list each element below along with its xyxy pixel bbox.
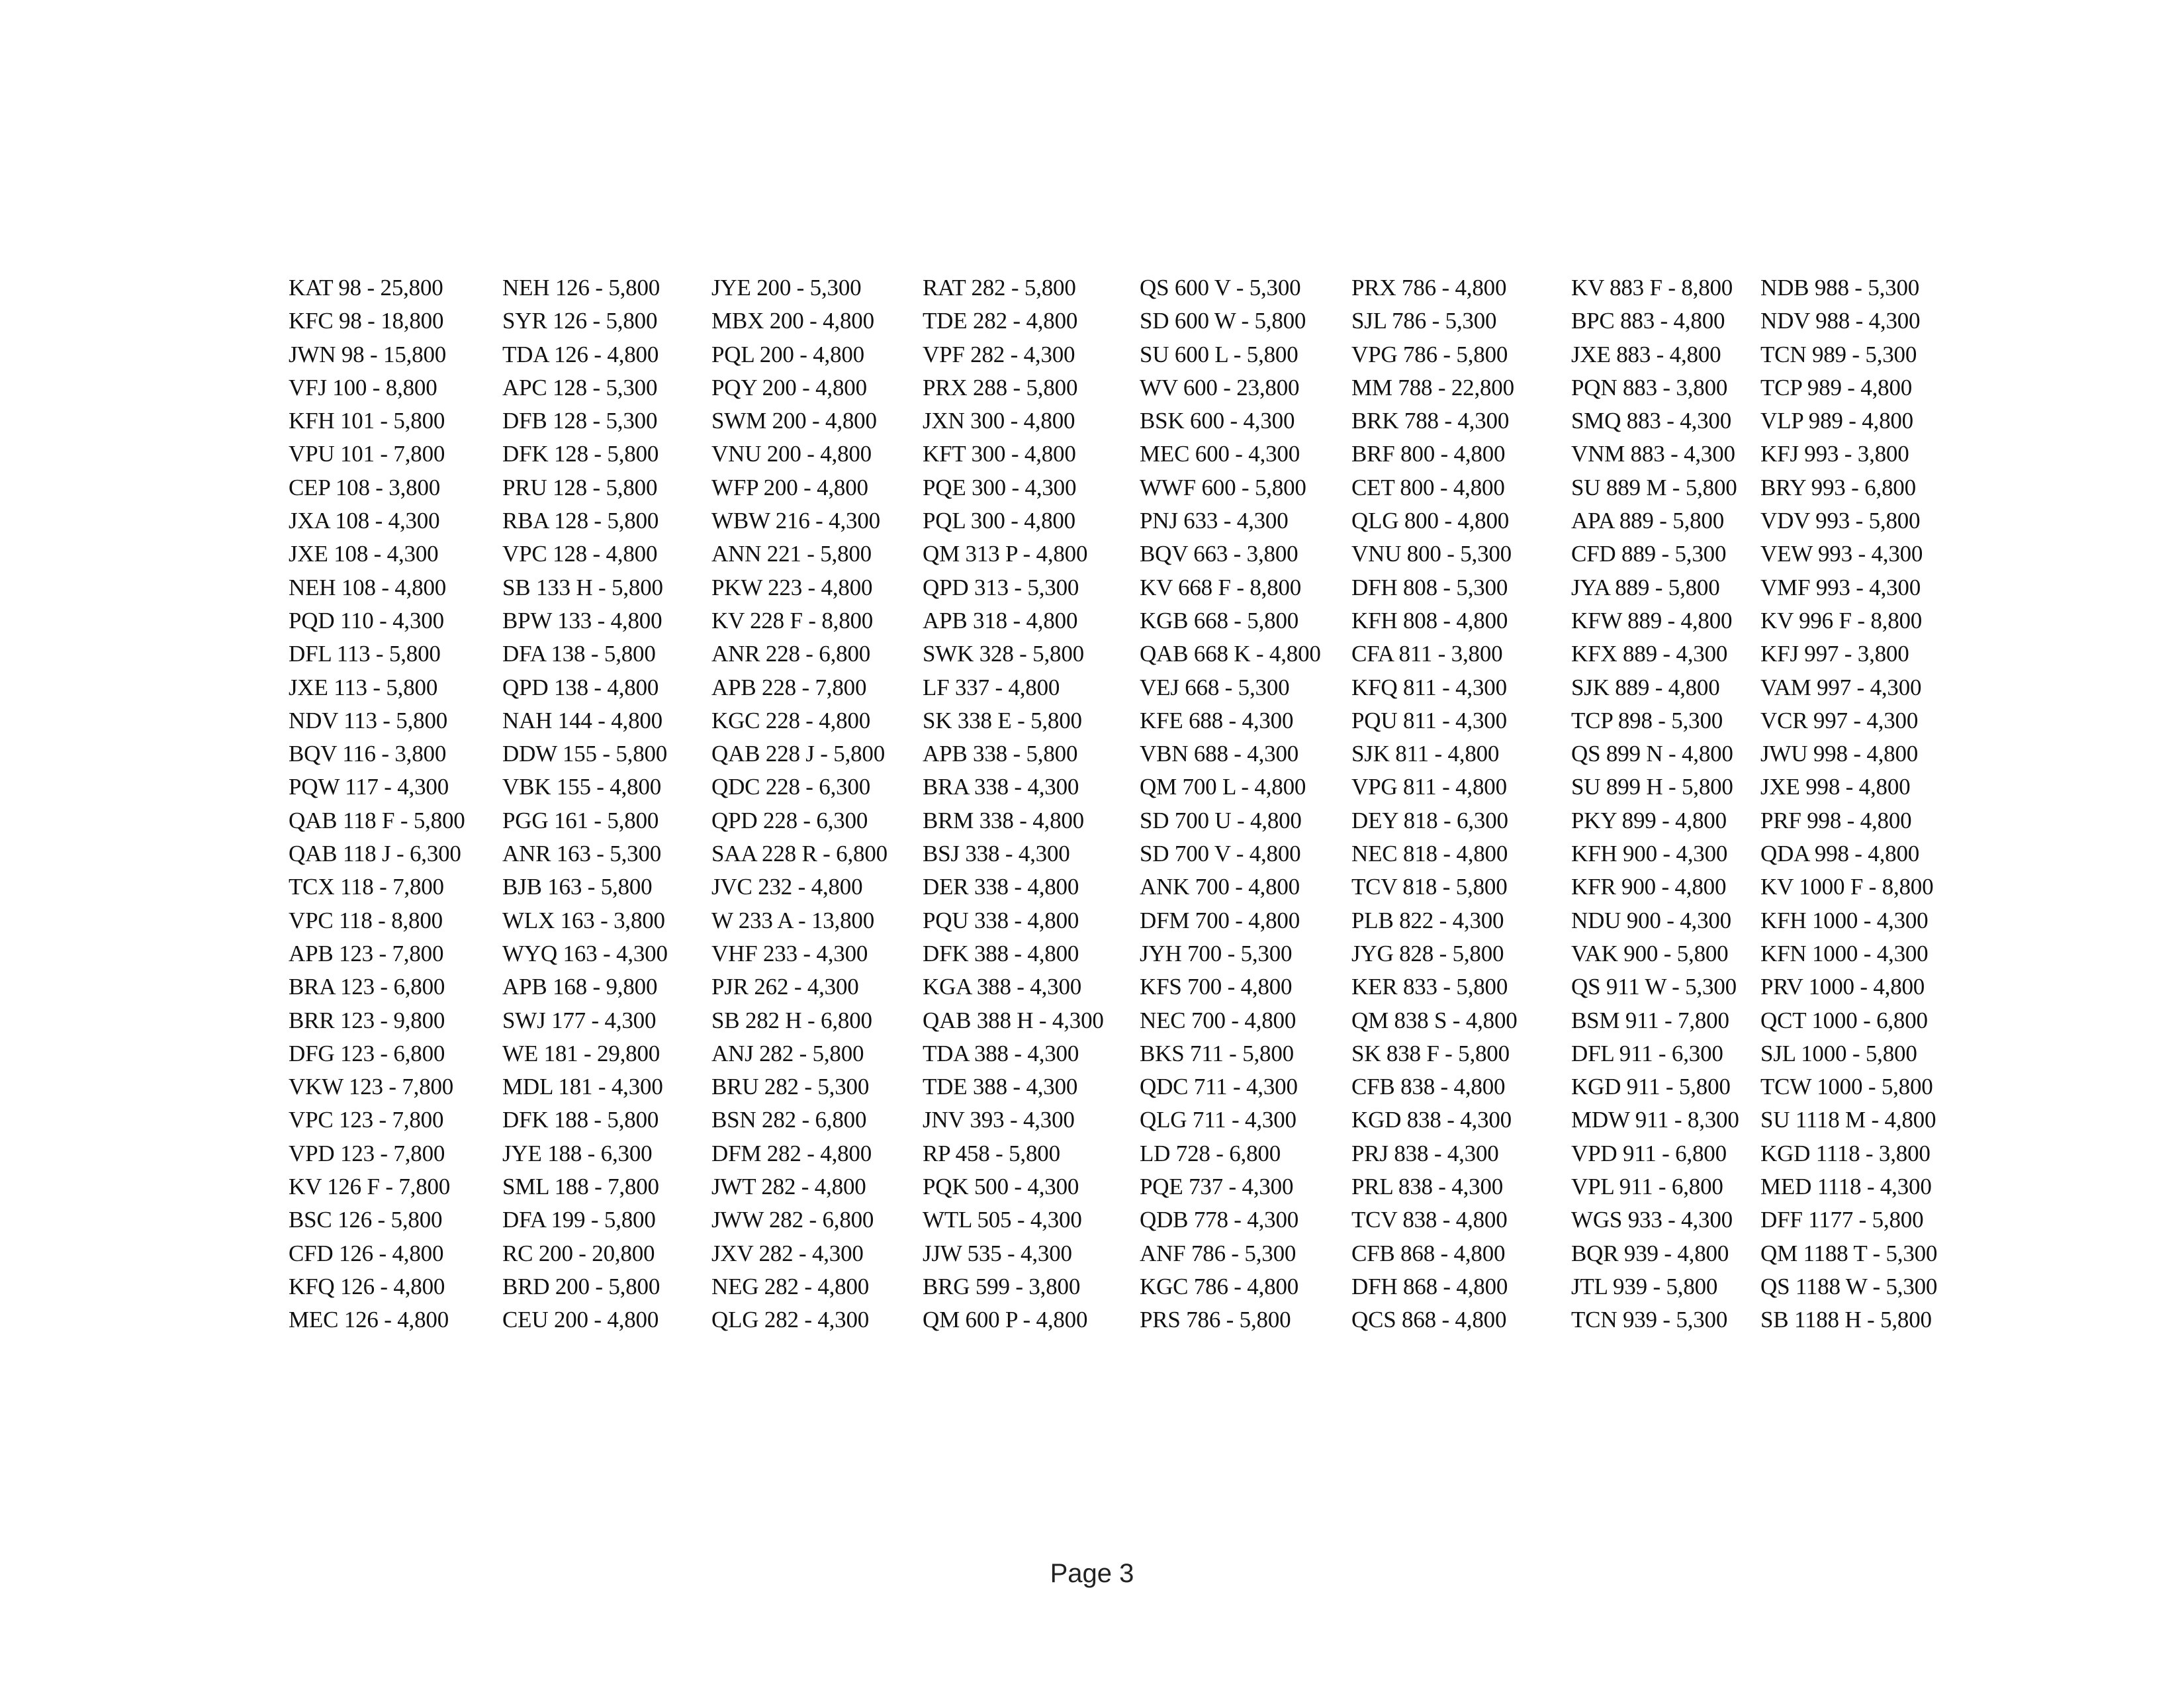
list-item: SJL 1000 - 5,800 — [1760, 1040, 1917, 1066]
list-item: CFD 126 - 4,800 — [289, 1240, 444, 1266]
entry-column-5 — [1140, 271, 1321, 1337]
list-item: KFE 688 - 4,300 — [1140, 707, 1294, 733]
list-item: SB 133 H - 5,800 — [502, 574, 663, 600]
list-item: KFW 889 - 4,800 — [1571, 607, 1733, 633]
list-item: KFH 900 - 4,300 — [1571, 841, 1728, 867]
list-item: APB 168 - 9,800 — [502, 974, 658, 1000]
list-item: QM 838 S - 4,800 — [1351, 1007, 1518, 1033]
list-item: KFQ 811 - 4,300 — [1351, 674, 1507, 700]
list-item: QPD 313 - 5,300 — [923, 574, 1079, 600]
list-item: JNV 393 - 4,300 — [923, 1107, 1075, 1133]
list-item: VPU 101 - 7,800 — [289, 441, 445, 467]
list-item: KGD 838 - 4,300 — [1351, 1107, 1512, 1133]
list-item: JXV 282 - 4,300 — [711, 1240, 864, 1266]
list-item: SK 838 F - 5,800 — [1351, 1040, 1510, 1066]
list-item: KER 833 - 5,800 — [1351, 974, 1508, 1000]
list-item: QAB 118 F - 5,800 — [289, 807, 465, 833]
list-item: BRM 338 - 4,800 — [923, 807, 1084, 833]
list-item: KFH 1000 - 4,300 — [1760, 907, 1929, 933]
list-item: PRS 786 - 5,800 — [1140, 1307, 1291, 1333]
list-item: DEY 818 - 6,300 — [1351, 807, 1508, 833]
list-item: QDB 778 - 4,300 — [1140, 1207, 1299, 1233]
list-item: QPD 138 - 4,800 — [502, 674, 659, 700]
list-item: BRR 123 - 9,800 — [289, 1007, 445, 1033]
list-item: SU 600 L - 5,800 — [1140, 341, 1298, 367]
list-item: DFH 868 - 4,800 — [1351, 1273, 1508, 1299]
list-item: QM 700 L - 4,800 — [1140, 774, 1306, 800]
list-item: NEC 700 - 4,800 — [1140, 1007, 1297, 1033]
list-item: CFD 889 - 5,300 — [1571, 541, 1727, 567]
entry-column-6 — [1351, 271, 1518, 1337]
list-item: JYH 700 - 5,300 — [1140, 940, 1293, 966]
list-item: SB 282 H - 6,800 — [711, 1007, 872, 1033]
list-item: SWK 328 - 5,800 — [923, 641, 1084, 667]
list-item: QAB 118 J - 6,300 — [289, 841, 461, 867]
list-item: VPD 911 - 6,800 — [1571, 1140, 1727, 1166]
list-item: SML 188 - 7,800 — [502, 1174, 659, 1200]
list-item: VAK 900 - 5,800 — [1571, 940, 1729, 966]
list-item: PQW 117 - 4,300 — [289, 774, 449, 800]
list-item: SU 889 M - 5,800 — [1571, 474, 1737, 500]
list-item: SD 700 U - 4,800 — [1140, 807, 1302, 833]
list-item: NDV 113 - 5,800 — [289, 707, 448, 733]
list-item: BJB 163 - 5,800 — [502, 874, 653, 900]
list-item: KV 883 F - 8,800 — [1571, 275, 1733, 301]
list-item: W 233 A - 13,800 — [711, 907, 875, 933]
list-item: DFL 911 - 6,300 — [1571, 1040, 1723, 1066]
list-item: DFH 808 - 5,300 — [1351, 574, 1508, 600]
list-item: VPC 123 - 7,800 — [289, 1107, 444, 1133]
list-item: SAA 228 R - 6,800 — [711, 841, 887, 867]
list-item: NEH 108 - 4,800 — [289, 574, 447, 600]
list-item: KGA 388 - 4,300 — [923, 974, 1082, 1000]
list-item: JYA 889 - 5,800 — [1571, 574, 1720, 600]
list-item: QS 899 N - 4,800 — [1571, 741, 1733, 767]
list-item: PQY 200 - 4,800 — [711, 374, 867, 400]
list-item: VNU 800 - 5,300 — [1351, 541, 1512, 567]
list-item: KV 126 F - 7,800 — [289, 1174, 451, 1200]
list-item: WFP 200 - 4,800 — [711, 474, 868, 500]
list-item: QCS 868 - 4,800 — [1351, 1307, 1507, 1333]
list-item: PGG 161 - 5,800 — [502, 807, 659, 833]
list-item: TCV 818 - 5,800 — [1351, 874, 1508, 900]
list-item: KFS 700 - 4,800 — [1140, 974, 1293, 1000]
list-item: MBX 200 - 4,800 — [711, 308, 874, 334]
list-item: QS 911 W - 5,300 — [1571, 974, 1737, 1000]
list-item: ANK 700 - 4,800 — [1140, 874, 1300, 900]
list-item: DFG 123 - 6,800 — [289, 1040, 445, 1066]
list-item: JWT 282 - 4,800 — [711, 1174, 866, 1200]
list-item: BSN 282 - 6,800 — [711, 1107, 867, 1133]
list-item: CFB 838 - 4,800 — [1351, 1074, 1506, 1100]
list-item: PRX 786 - 4,800 — [1351, 275, 1507, 301]
list-item: KFC 98 - 18,800 — [289, 308, 444, 334]
list-item: DFA 199 - 5,800 — [502, 1207, 656, 1233]
list-item: PQD 110 - 4,300 — [289, 607, 444, 633]
list-item: PQL 300 - 4,800 — [923, 508, 1075, 534]
list-item: DFF 1177 - 5,800 — [1760, 1207, 1924, 1233]
list-item: QAB 388 H - 4,300 — [923, 1007, 1104, 1033]
entry-column-2 — [502, 271, 668, 1337]
list-item: VBK 155 - 4,800 — [502, 774, 662, 800]
list-item: VEJ 668 - 5,300 — [1140, 674, 1290, 700]
list-item: RBA 128 - 5,800 — [502, 508, 659, 534]
list-item: KFN 1000 - 4,300 — [1760, 940, 1929, 966]
list-item: WYQ 163 - 4,300 — [502, 940, 668, 966]
list-item: ANJ 282 - 5,800 — [711, 1040, 864, 1066]
list-item: SMQ 883 - 4,300 — [1571, 408, 1732, 434]
list-item: JYG 828 - 5,800 — [1351, 940, 1504, 966]
list-item: VPF 282 - 4,300 — [923, 341, 1075, 367]
list-item: BPW 133 - 4,800 — [502, 607, 662, 633]
list-item: VPC 128 - 4,800 — [502, 541, 658, 567]
list-item: KGD 911 - 5,800 — [1571, 1074, 1731, 1100]
list-item: LF 337 - 4,800 — [923, 674, 1060, 700]
list-item: BRD 200 - 5,800 — [502, 1273, 660, 1299]
list-item: SU 1118 M - 4,800 — [1760, 1107, 1936, 1133]
list-item: JYE 200 - 5,300 — [711, 275, 862, 301]
list-item: KFT 300 - 4,800 — [923, 441, 1076, 467]
list-item: PRU 128 - 5,800 — [502, 474, 658, 500]
list-item: KFJ 993 - 3,800 — [1760, 441, 1909, 467]
list-item: MEC 600 - 4,300 — [1140, 441, 1300, 467]
list-item: DFK 388 - 4,800 — [923, 940, 1079, 966]
list-item: VPD 123 - 7,800 — [289, 1140, 445, 1166]
list-item: VDV 993 - 5,800 — [1760, 508, 1921, 534]
list-item: JXE 998 - 4,800 — [1760, 774, 1911, 800]
list-item: JXE 113 - 5,800 — [289, 674, 438, 700]
list-item: SK 338 E - 5,800 — [923, 707, 1082, 733]
list-item: SJL 786 - 5,300 — [1351, 308, 1497, 334]
list-item: SD 700 V - 4,800 — [1140, 841, 1301, 867]
list-item: DFM 282 - 4,800 — [711, 1140, 872, 1166]
list-item: KV 668 F - 8,800 — [1140, 574, 1302, 600]
page-number: Page 3 — [1050, 1559, 1134, 1588]
list-item: WE 181 - 29,800 — [502, 1040, 660, 1066]
list-item: BPC 883 - 4,800 — [1571, 308, 1725, 334]
list-item: BSK 600 - 4,300 — [1140, 408, 1295, 434]
list-item: ANR 228 - 6,800 — [711, 641, 871, 667]
list-item: JWN 98 - 15,800 — [289, 341, 447, 367]
list-item: PRX 288 - 5,800 — [923, 374, 1078, 400]
list-item: NAH 144 - 4,800 — [502, 707, 662, 733]
list-item: SD 600 W - 5,800 — [1140, 308, 1306, 334]
list-item: NEG 282 - 4,800 — [711, 1273, 870, 1299]
list-item: SWM 200 - 4,800 — [711, 408, 877, 434]
list-item: PNJ 633 - 4,300 — [1140, 508, 1289, 534]
list-item: BKS 711 - 5,800 — [1140, 1040, 1294, 1066]
list-item: KGC 786 - 4,800 — [1140, 1273, 1299, 1299]
list-item: PKY 899 - 4,800 — [1571, 807, 1727, 833]
list-item: QDA 998 - 4,800 — [1760, 841, 1920, 867]
list-item: MED 1118 - 4,300 — [1760, 1174, 1932, 1200]
list-item: DFB 128 - 5,300 — [502, 408, 658, 434]
list-item: QPD 228 - 6,300 — [711, 807, 868, 833]
list-item: KFX 889 - 4,300 — [1571, 641, 1728, 667]
list-item: DFL 113 - 5,800 — [289, 641, 441, 667]
list-item: VPC 118 - 8,800 — [289, 907, 443, 933]
list-item: CEP 108 - 3,800 — [289, 474, 441, 500]
list-item: QLG 800 - 4,800 — [1351, 508, 1510, 534]
list-item: BSC 126 - 5,800 — [289, 1207, 443, 1233]
list-item: QS 600 V - 5,300 — [1140, 275, 1301, 301]
list-item: SB 1188 H - 5,800 — [1760, 1307, 1932, 1333]
list-item: KGD 1118 - 3,800 — [1760, 1140, 1931, 1166]
list-item: VCR 997 - 4,300 — [1760, 707, 1919, 733]
list-item: QAB 668 K - 4,800 — [1140, 641, 1321, 667]
list-item: QLG 711 - 4,300 — [1140, 1107, 1297, 1133]
list-item: VNM 883 - 4,300 — [1571, 441, 1735, 467]
list-item: JYE 188 - 6,300 — [502, 1140, 653, 1166]
list-item: VNU 200 - 4,800 — [711, 441, 872, 467]
list-item: VPG 811 - 4,800 — [1351, 774, 1507, 800]
list-item: VLP 989 - 4,800 — [1760, 408, 1913, 434]
list-item: MM 788 - 22,800 — [1351, 374, 1514, 400]
list-item: BRA 338 - 4,300 — [923, 774, 1079, 800]
entry-column-4 — [923, 271, 1104, 1337]
list-item: PRV 1000 - 4,800 — [1760, 974, 1925, 1000]
list-item: SJK 889 - 4,800 — [1571, 674, 1720, 700]
list-item: BRU 282 - 5,300 — [711, 1074, 870, 1100]
list-item: RP 458 - 5,800 — [923, 1140, 1060, 1166]
list-item: APB 228 - 7,800 — [711, 674, 867, 700]
list-item: KV 228 F - 8,800 — [711, 607, 874, 633]
list-item: PQU 811 - 4,300 — [1351, 707, 1507, 733]
list-item: NEC 818 - 4,800 — [1351, 841, 1508, 867]
list-item: WLX 163 - 3,800 — [502, 907, 665, 933]
entry-column-8 — [1760, 271, 1937, 1337]
list-item: JWU 998 - 4,800 — [1760, 741, 1919, 767]
list-item: BRA 123 - 6,800 — [289, 974, 445, 1000]
list-item: ANF 786 - 5,300 — [1140, 1240, 1297, 1266]
list-item: NEH 126 - 5,800 — [502, 275, 660, 301]
list-item: VPL 911 - 6,800 — [1571, 1174, 1723, 1200]
list-item: SYR 126 - 5,800 — [502, 308, 658, 334]
list-item: TDA 388 - 4,300 — [923, 1040, 1079, 1066]
list-item: TCX 118 - 7,800 — [289, 874, 444, 900]
entry-column-7 — [1571, 271, 1739, 1337]
list-item: JJW 535 - 4,300 — [923, 1240, 1072, 1266]
list-item: VFJ 100 - 8,800 — [289, 374, 437, 400]
list-item: PQU 338 - 4,800 — [923, 907, 1079, 933]
list-item: TCP 989 - 4,800 — [1760, 374, 1913, 400]
list-item: DFK 188 - 5,800 — [502, 1107, 659, 1133]
list-item: JVC 232 - 4,800 — [711, 874, 863, 900]
list-item: KV 1000 F - 8,800 — [1760, 874, 1934, 900]
list-item: KV 996 F - 8,800 — [1760, 607, 1923, 633]
list-item: KFJ 997 - 3,800 — [1760, 641, 1909, 667]
list-item: PLB 822 - 4,300 — [1351, 907, 1504, 933]
list-item: BSJ 338 - 4,300 — [923, 841, 1070, 867]
list-item: QDC 228 - 6,300 — [711, 774, 871, 800]
list-item: QAB 228 J - 5,800 — [711, 741, 886, 767]
list-item: ANR 163 - 5,300 — [502, 841, 662, 867]
list-item: PQE 737 - 4,300 — [1140, 1174, 1294, 1200]
list-item: BSM 911 - 7,800 — [1571, 1007, 1729, 1033]
list-item: QM 313 P - 4,800 — [923, 541, 1088, 567]
list-item: CFA 811 - 3,800 — [1351, 641, 1503, 667]
list-item: QM 1188 T - 5,300 — [1760, 1240, 1938, 1266]
list-item: KAT 98 - 25,800 — [289, 275, 443, 301]
list-item: DFM 700 - 4,800 — [1140, 907, 1300, 933]
list-item: APB 318 - 4,800 — [923, 607, 1078, 633]
list-item: PRJ 838 - 4,300 — [1351, 1140, 1499, 1166]
list-item: VPG 786 - 5,800 — [1351, 341, 1508, 367]
list-item: MEC 126 - 4,800 — [289, 1307, 449, 1333]
list-item: VMF 993 - 4,300 — [1760, 574, 1921, 600]
list-item: APB 123 - 7,800 — [289, 940, 444, 966]
list-item: KGC 228 - 4,800 — [711, 707, 871, 733]
list-item: JXE 883 - 4,800 — [1571, 341, 1721, 367]
list-item: KGB 668 - 5,800 — [1140, 607, 1299, 633]
list-item: CET 800 - 4,800 — [1351, 474, 1505, 500]
list-item: CFB 868 - 4,800 — [1351, 1240, 1506, 1266]
list-item: PJR 262 - 4,300 — [711, 974, 859, 1000]
list-item: PQE 300 - 4,300 — [923, 474, 1077, 500]
list-item: TCP 898 - 5,300 — [1571, 707, 1723, 733]
list-item: QLG 282 - 4,300 — [711, 1307, 870, 1333]
list-item: TDA 126 - 4,800 — [502, 341, 659, 367]
list-item: QDC 711 - 4,300 — [1140, 1074, 1298, 1100]
list-item: PRL 838 - 4,300 — [1351, 1174, 1504, 1200]
list-item: MDL 181 - 4,300 — [502, 1074, 663, 1100]
list-item: JWW 282 - 6,800 — [711, 1207, 874, 1233]
list-item: SJK 811 - 4,800 — [1351, 741, 1500, 767]
list-item: VHF 233 - 4,300 — [711, 940, 868, 966]
list-item: APB 338 - 5,800 — [923, 741, 1078, 767]
list-item: WTL 505 - 4,300 — [923, 1207, 1082, 1233]
list-item: RC 200 - 20,800 — [502, 1240, 655, 1266]
list-item: VBN 688 - 4,300 — [1140, 741, 1299, 767]
list-item: BQV 663 - 3,800 — [1140, 541, 1298, 567]
list-item: VEW 993 - 4,300 — [1760, 541, 1923, 567]
list-item: KFH 808 - 4,800 — [1351, 607, 1508, 633]
list-item: JXA 108 - 4,300 — [289, 508, 440, 534]
list-item: DER 338 - 4,800 — [923, 874, 1079, 900]
list-item: VKW 123 - 7,800 — [289, 1074, 454, 1100]
list-item: TCW 1000 - 5,800 — [1760, 1074, 1933, 1100]
list-item: PQN 883 - 3,800 — [1571, 374, 1728, 400]
list-item: KFH 101 - 5,800 — [289, 408, 445, 434]
list-item: BQV 116 - 3,800 — [289, 741, 447, 767]
list-item: BRF 800 - 4,800 — [1351, 441, 1506, 467]
list-item: MDW 911 - 8,300 — [1571, 1107, 1739, 1133]
list-item: CEU 200 - 4,800 — [502, 1307, 659, 1333]
list-item: PQL 200 - 4,800 — [711, 341, 864, 367]
list-item: NDV 988 - 4,300 — [1760, 308, 1921, 334]
list-item: NDU 900 - 4,300 — [1571, 907, 1731, 933]
list-item: APC 128 - 5,300 — [502, 374, 658, 400]
list-item: WV 600 - 23,800 — [1140, 374, 1300, 400]
list-item: PQK 500 - 4,300 — [923, 1174, 1079, 1200]
list-item: QCT 1000 - 6,800 — [1760, 1007, 1928, 1033]
list-item: VAM 997 - 4,300 — [1760, 674, 1922, 700]
list-item: PKW 223 - 4,800 — [711, 574, 873, 600]
list-item: DDW 155 - 5,800 — [502, 741, 668, 767]
list-item: PRF 998 - 4,800 — [1760, 807, 1912, 833]
list-item: TCN 939 - 5,300 — [1571, 1307, 1728, 1333]
list-item: TCV 838 - 4,800 — [1351, 1207, 1508, 1233]
list-item: KFR 900 - 4,800 — [1571, 874, 1727, 900]
list-item: ANN 221 - 5,800 — [711, 541, 872, 567]
entry-column-3 — [711, 271, 887, 1337]
list-item: TDE 282 - 4,800 — [923, 308, 1078, 334]
list-item: LD 728 - 6,800 — [1140, 1140, 1281, 1166]
list-item: QS 1188 W - 5,300 — [1760, 1273, 1938, 1299]
entry-column-1 — [289, 271, 465, 1337]
list-item: DFK 128 - 5,800 — [502, 441, 659, 467]
list-item: WGS 933 - 4,300 — [1571, 1207, 1733, 1233]
list-item: DFA 138 - 5,800 — [502, 641, 656, 667]
list-item: JXN 300 - 4,800 — [923, 408, 1075, 434]
list-item: WWF 600 - 5,800 — [1140, 474, 1306, 500]
entry-grid — [0, 271, 2184, 1344]
list-item: BQR 939 - 4,800 — [1571, 1240, 1729, 1266]
list-item: WBW 216 - 4,300 — [711, 508, 880, 534]
list-item: RAT 282 - 5,800 — [923, 275, 1076, 301]
list-item: JTL 939 - 5,800 — [1571, 1273, 1718, 1299]
list-item: TDE 388 - 4,300 — [923, 1074, 1078, 1100]
list-item: SWJ 177 - 4,300 — [502, 1007, 657, 1033]
list-item: BRY 993 - 6,800 — [1760, 474, 1916, 500]
list-item: BRK 788 - 4,300 — [1351, 408, 1510, 434]
list-item: QM 600 P - 4,800 — [923, 1307, 1088, 1333]
list-item: TCN 989 - 5,300 — [1760, 341, 1917, 367]
list-item: NDB 988 - 5,300 — [1760, 275, 1920, 301]
list-item: JXE 108 - 4,300 — [289, 541, 439, 567]
list-item: SU 899 H - 5,800 — [1571, 774, 1733, 800]
list-item: KFQ 126 - 4,800 — [289, 1273, 445, 1299]
list-item: APA 889 - 5,800 — [1571, 508, 1725, 534]
list-item: BRG 599 - 3,800 — [923, 1273, 1081, 1299]
